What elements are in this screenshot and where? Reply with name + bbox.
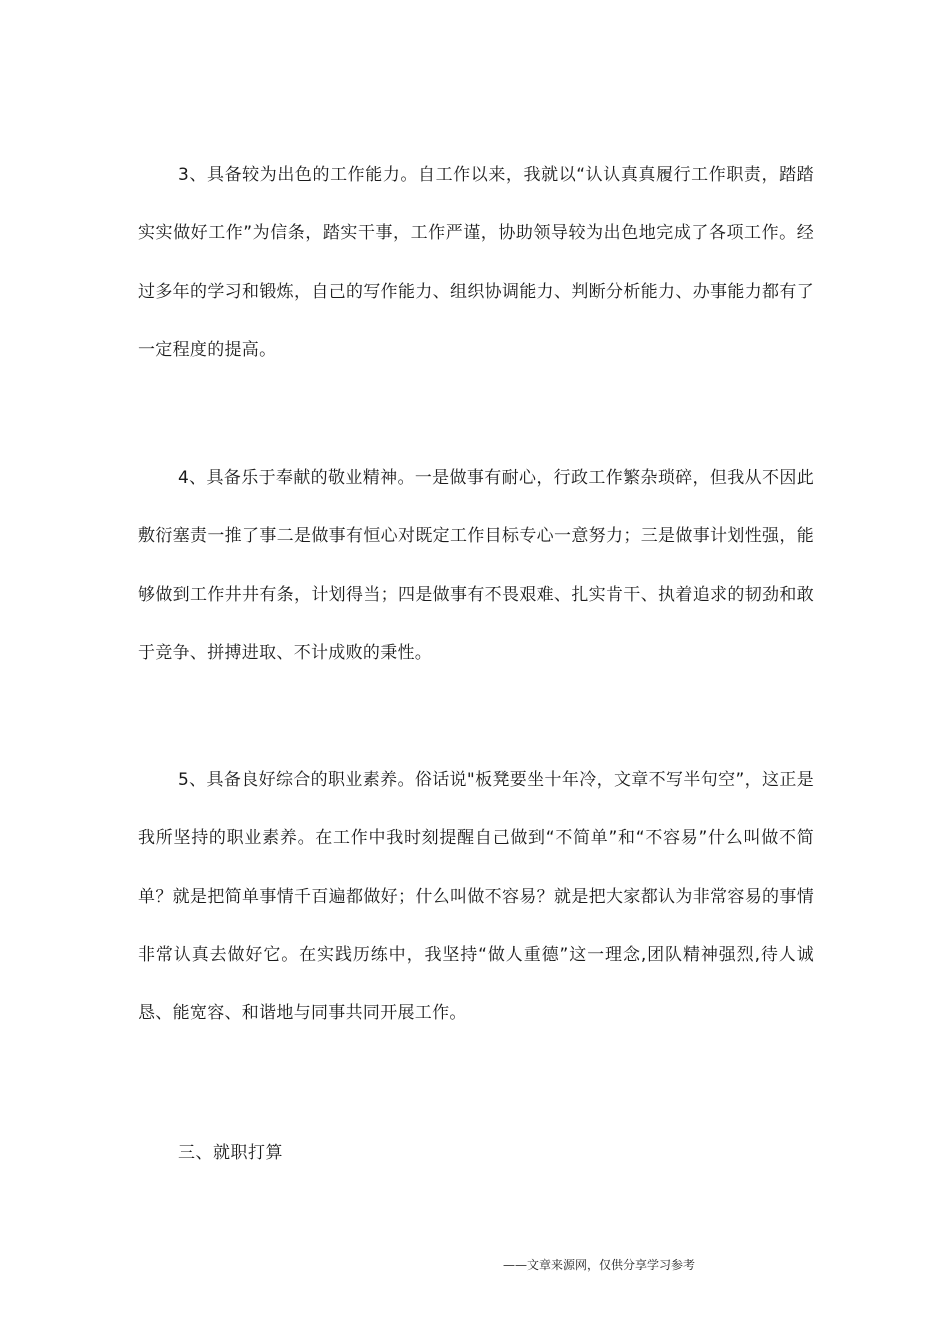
paragraph-dedication: 4、具备乐于奉献的敬业精神。一是做事有耐心，行政工作繁杂琐碎，但我从不因此敷衍塞责一推了事二是做事有恒心对既定工作目标专心一意努力；三是做事计划性强，能够做到工作井井有条，计划得当；四是做事有不畏艰难、扎实肯干、执着追求的韧劲和敢于竞争、拼搏进取、不计成败的秉性。: [138, 468, 814, 663]
section-heading: 三、就职打算: [178, 1143, 283, 1163]
paragraph-professional-quality: 5、具备良好综合的职业素养。俗话说"板凳要坐十年冷，文章不写半句空”，这正是我所坚持的职业素养。在工作中我时刻提醒自己做到“不简单”和“不容易”什么叫做不简单？就是把简单事情千百遍都做好；什么叫做不容易？就是把大家都认为非常容易的事情非常认真去做好它。在实践历练中，我坚持“做人重德”这一理念,团队精神强烈,待人诚恳、能宽容、和谐地与同事共同开展工作。: [138, 770, 814, 1024]
footer-source-note: ——文章来源网，仅供分享学习参考: [503, 1258, 696, 1272]
paragraph-work-ability: 3、具备较为出色的工作能力。自工作以来，我就以“认认真真履行工作职责，踏踏实实做好工作”为信条，踏实干事，工作严谨，协助领导较为出色地完成了各项工作。经过多年的学习和锻炼，自己的写作能力、组织协调能力、判断分析能力、办事能力都有了一定程度的提高。: [138, 165, 814, 360]
